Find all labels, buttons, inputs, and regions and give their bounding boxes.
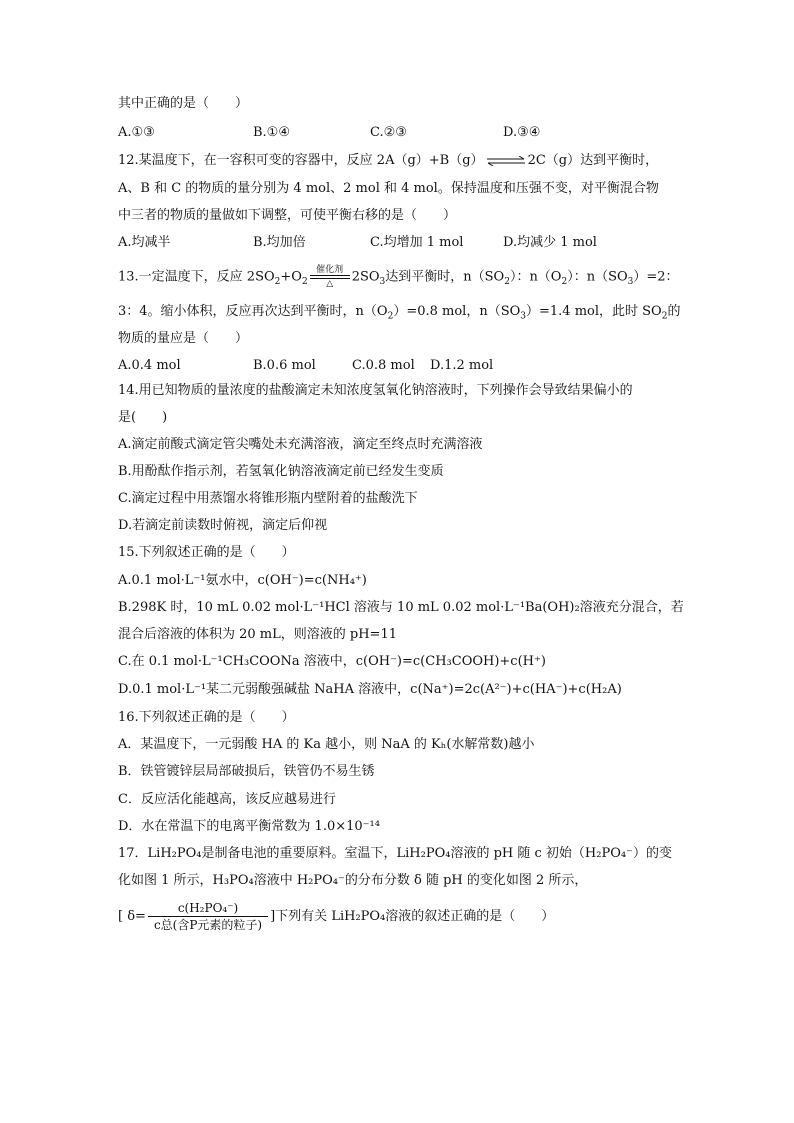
q11-stem: 其中正确的是（ ）	[118, 96, 249, 111]
q13-line2-d: 的	[667, 304, 681, 319]
q12-option-c: C.均增加 1 mol	[370, 235, 464, 250]
q15-option-c: C.在 0.1 mol·L⁻¹CH₃COONa 溶液中，c(OH⁻)=c(CH₃COOH)+c(H⁺)	[118, 654, 546, 669]
q14-option-b: B.用酚酞作指示剂，若氢氧化钠溶液滴定前已经发生变质	[118, 464, 444, 479]
q12-text-a: 12.某温度下，在一容积可变的容器中，反应 2A（g）+B（g）	[118, 153, 484, 168]
delta-label: [ δ=	[118, 909, 146, 924]
q16-option-c: C．反应活化能越高，该反应越易进行	[118, 792, 336, 807]
q13-option-a: A.0.4 mol	[118, 358, 181, 373]
q17-line1: 17．LiH₂PO₄是制备电池的重要原料。室温下，LiH₂PO₄溶液的 pH 随 c 初始（H₂PO₄⁻）的变	[118, 846, 672, 861]
catalyst-label: 催化剂	[316, 265, 344, 275]
q14-option-a: A.滴定前酸式滴定管尖嘴处未充满溶液，滴定至终点时充满溶液	[118, 437, 483, 452]
q14-option-c: C.滴定过程中用蒸馏水将锥形瓶内壁附着的盐酸洗下	[118, 491, 418, 506]
q13-text-g: ）=2：	[633, 269, 679, 285]
distribution-fraction	[148, 900, 268, 933]
q13-text-f: ）：n（SO	[567, 269, 628, 285]
q11-option-d: D.③④	[503, 125, 541, 140]
q17-line2: 化如图 1 所示，H₃PO₄溶液中 H₂PO₄⁻的分布分数 δ 随 pH 的变化如图 2 所示，	[118, 873, 588, 888]
q12-option-a: A.均减半	[118, 235, 171, 250]
q16-option-a: A．某温度下，一元弱酸 HA 的 Ka 越小，则 NaA 的 Kₕ(水解常数)越小	[118, 737, 535, 752]
fraction-numerator: c(H₂PO₄⁻)	[148, 900, 268, 917]
q13-line2-b: ）=0.8 mol，n（SO	[393, 304, 521, 319]
catalyst-arrow	[310, 265, 350, 289]
q14-line1: 14.用已知物质的量浓度的盐酸滴定未知浓度氢氧化钠溶液时，下列操作会导致结果偏小的	[118, 383, 633, 398]
q17-line3-suffix: ]下列有关 LiH₂PO₄溶液的叙述正确的是（ ）	[270, 909, 555, 924]
q16-stem: 16.下列叙述正确的是（ ）	[118, 710, 295, 725]
q13-text-a: 13.一定温度下，反应 2SO	[118, 269, 275, 285]
q12-line3: 中三者的物质的量做如下调整，可使平衡右移的是（ ）	[118, 208, 457, 223]
q15-stem: 15.下列叙述正确的是（ ）	[118, 545, 295, 560]
q14-option-d: D.若滴定前读数时俯视，滴定后仰视	[118, 518, 328, 533]
q11-option-c: C.②③	[370, 125, 407, 140]
q12-option-d: D.均减少 1 mol	[503, 235, 597, 250]
q13-option-c: C.0.8 mol	[352, 358, 415, 373]
q13-line3: 物质的量应是（ ）	[118, 331, 249, 346]
q12-option-b: B.均加倍	[253, 235, 306, 250]
q13-text-c: 2SO	[351, 269, 380, 285]
q13-line2-a: 3：4。缩小体积，反应再次达到平衡时，n（O	[118, 304, 388, 319]
q13-option-b: B.0.6 mol	[253, 358, 316, 373]
q13-text-e: ）：n（O	[509, 269, 562, 285]
q13-line2-c: ）=1.4 mol，此时 SO	[526, 304, 662, 319]
q15-option-a: A.0.1 mol·L⁻¹氨水中，c(OH⁻)=c(NH₄⁺)	[118, 573, 367, 588]
q17-line3	[118, 900, 554, 933]
q16-option-d: D．水在常温下的电离平衡常数为 1.0×10⁻¹⁴	[118, 819, 380, 834]
q12-text-b: 2C（g）达到平衡时，	[527, 153, 659, 168]
q14-line2: 是( )	[118, 410, 168, 425]
q15-option-b-line2: 混合后溶液的体积为 20 mL，则溶液的 pH=11	[118, 627, 397, 642]
q11-option-b: B.①④	[253, 125, 290, 140]
q15-option-d: D.0.1 mol·L⁻¹某二元弱酸强碱盐 NaHA 溶液中，c(Na⁺)=2c(A²⁻)+c(HA⁻)+c(H₂A)	[118, 682, 622, 697]
q16-option-b: B．铁管镀锌层局部破损后，铁管仍不易生锈	[118, 764, 375, 779]
heat-symbol: △	[326, 279, 334, 289]
q15-option-b-line1: B.298K 时，10 mL 0.02 mol·L⁻¹HCl 溶液与 10 mL 0.02 mol·L⁻¹Ba(OH)₂溶液充分混合，若	[118, 600, 684, 615]
q13-option-d: D.1.2 mol	[430, 358, 494, 373]
equilibrium-arrow-icon	[486, 156, 526, 166]
q11-option-a: A.①③	[118, 125, 155, 140]
q12-line2: A、B 和 C 的物质的量分别为 4 mol、2 mol 和 4 mol。保持温度和压强不变，对平衡混合物	[118, 181, 659, 196]
q12-line1	[118, 153, 658, 169]
q13-text-d: 达到平衡时，n（SO	[385, 269, 505, 285]
q13-text-b: +O	[280, 269, 302, 285]
q13-line2: 3：4。缩小体积，反应再次达到平衡时，$n(O_2)=0.8$ mol，$n(SO_3)=1.4$ mol，此时 $SO_2$的	[118, 304, 681, 322]
fraction-denominator: c总(含P元素的粒子)	[153, 918, 263, 932]
q13-line1: 13.一定温度下，反应 $2SO_2+O_2$ 催化剂 △ $2SO_3$达到平衡时，$n(SO_2)$：$n(O_2)$：$n(SO_3)=2$：	[118, 265, 679, 289]
